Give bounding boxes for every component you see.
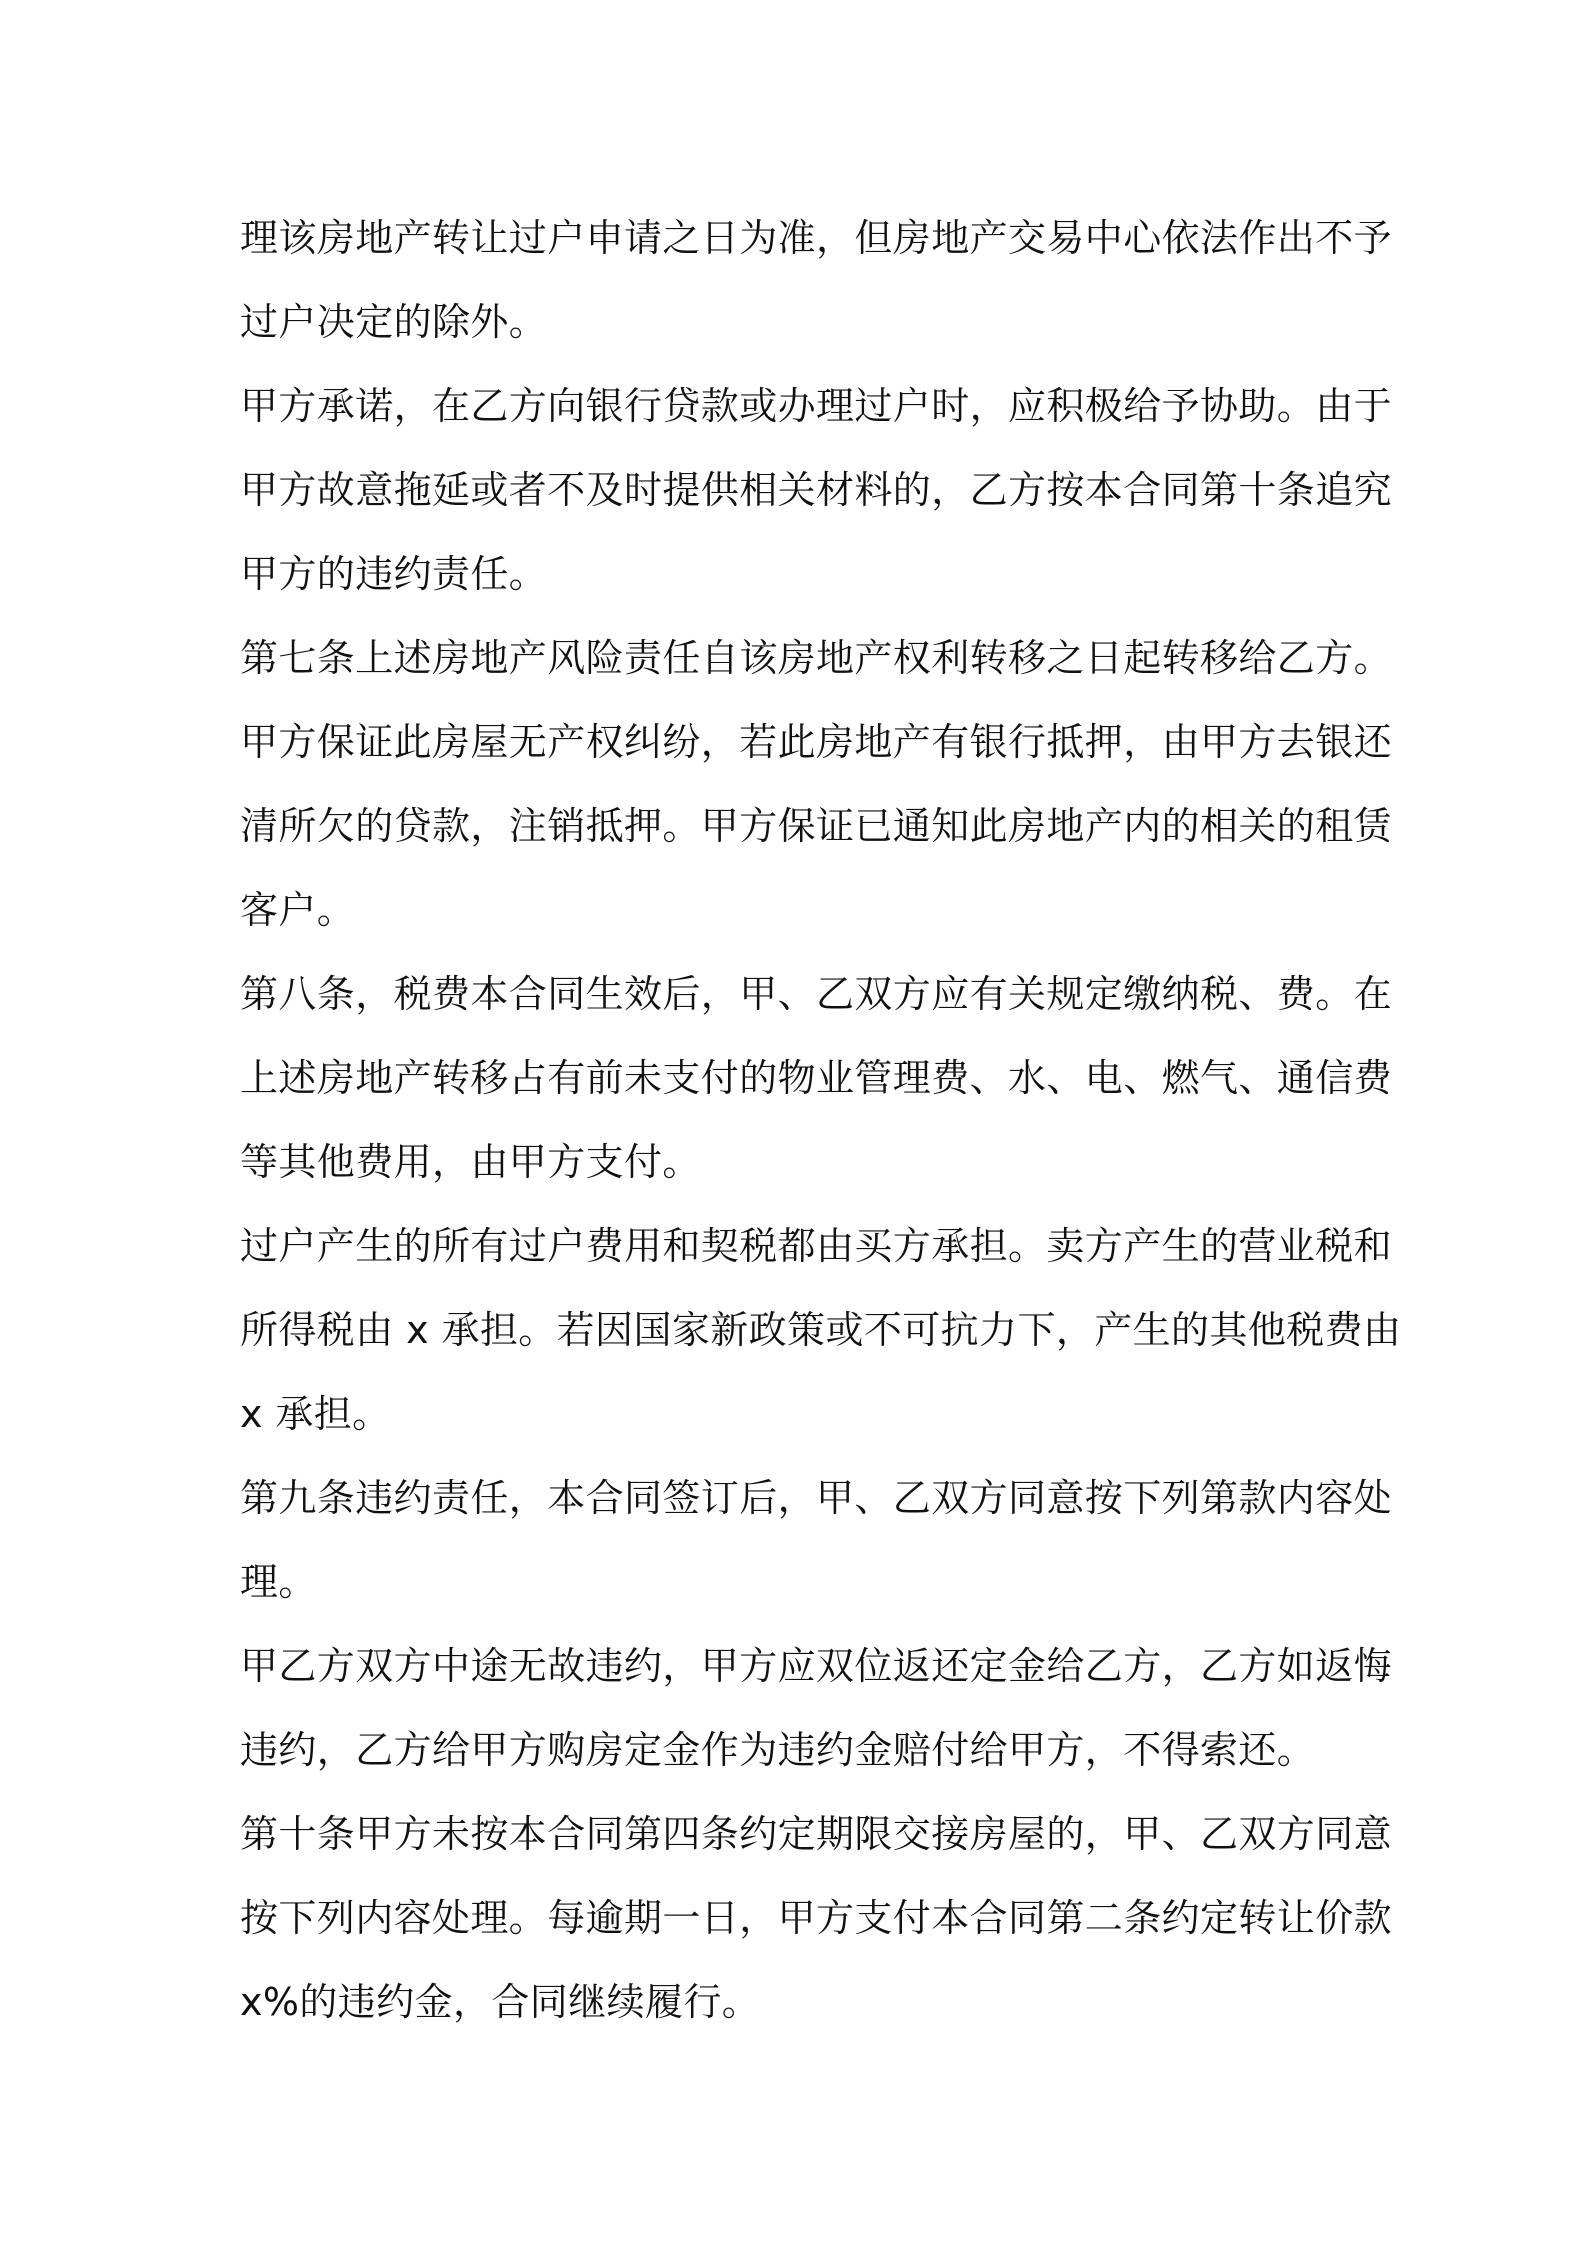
document-body <box>240 196 1402 2044</box>
text-line: 第十条甲方未按本合同第四条约定期限交接房屋的，甲、乙双方同意 <box>240 1812 1393 1856</box>
text-line: 过户产生的所有过户费用和契税都由买方承担。卖方产生的营业税和 <box>240 1224 1393 1268</box>
text-line: 甲方保证此房屋无产权纠纷，若此房地产有银行抵押，由甲方去银还 <box>240 720 1393 764</box>
text-line: 第七条上述房地产风险责任自该房地产权利转移之日起转移给乙方。 <box>240 636 1393 680</box>
text-line: 违约，乙方给甲方购房定金作为违约金赔付给甲方，不得索还。 <box>240 1728 1316 1772</box>
text-line: 甲方承诺，在乙方向银行贷款或办理过户时，应积极给予协助。由于 <box>240 384 1393 428</box>
text-line: 甲方故意拖延或者不及时提供相关材料的，乙方按本合同第十条追究 <box>240 468 1393 512</box>
text-line: 等其他费用，由甲方支付。 <box>240 1140 701 1184</box>
text-line: 甲方的违约责任。 <box>240 552 548 596</box>
text-line: 理该房地产转让过户申请之日为准，但房地产交易中心依法作出不予 <box>240 216 1393 260</box>
text-line: x 承担。 <box>240 1392 391 1436</box>
text-line: 所得税由 x 承担。若因国家新政策或不可抗力下，产生的其他税费由 <box>240 1308 1402 1352</box>
text-line: 过户决定的除外。 <box>240 300 548 344</box>
text-line: 第八条，税费本合同生效后，甲、乙双方应有关规定缴纳税、费。在 <box>240 972 1393 1016</box>
text-line: 第九条违约责任，本合同签订后，甲、乙双方同意按下列第款内容处 <box>240 1476 1393 1520</box>
text-line: 清所欠的贷款，注销抵押。甲方保证已通知此房地产内的相关的租赁 <box>240 804 1393 848</box>
text-line: 甲乙方双方中途无故违约，甲方应双位返还定金给乙方，乙方如返悔 <box>240 1644 1393 1688</box>
text-line: 按下列内容处理。每逾期一日，甲方支付本合同第二条约定转让价款 <box>240 1896 1393 1940</box>
text-line: 上述房地产转移占有前未支付的物业管理费、水、电、燃气、通信费 <box>240 1056 1393 1100</box>
text-line: 理。 <box>240 1560 317 1604</box>
text-line: 客户。 <box>240 888 356 932</box>
text-line: x%的违约金，合同继续履行。 <box>240 1980 761 2024</box>
